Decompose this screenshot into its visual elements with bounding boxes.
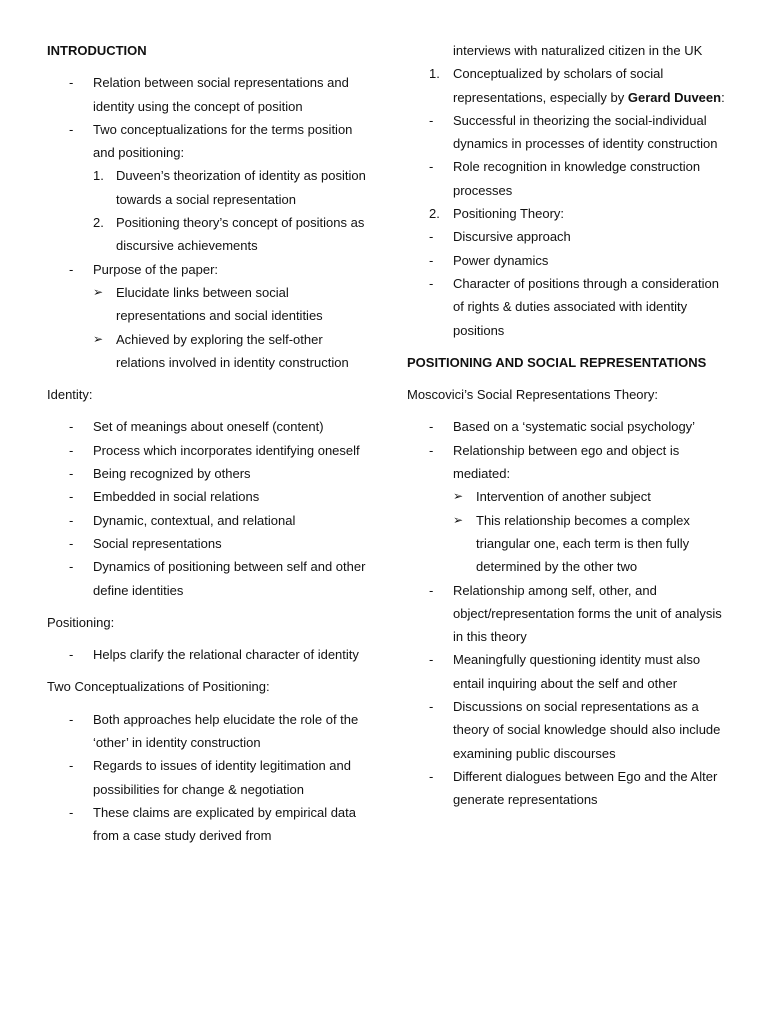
arrow-item: ➢ Intervention of another subject — [453, 489, 651, 505]
continuation-text: interviews with naturalized citizen in the UK — [453, 43, 703, 58]
arrow-item: ➢ This relationship becomes a complex triangular one, each term is then fully determined by the other two — [453, 512, 690, 575]
list-item: - Dynamic, contextual, and relational — [69, 512, 296, 528]
introduction-heading: INTRODUCTION — [47, 43, 147, 58]
list-item: - Relationship among self, other, and object/representation forms the unit of analysis in this theory — [429, 582, 722, 645]
moscovici-label: Moscovici’s Social Representations Theory: — [407, 387, 658, 403]
list-item: - Being recognized by others — [69, 466, 251, 482]
left-column — [47, 39, 369, 848]
list-item: - Power dynamics — [429, 252, 549, 268]
numbered-item: 2. Positioning theory’s concept of positions as discursive achievements — [93, 215, 365, 254]
list-item: - Discussions on social representations as a theory of social knowledge should also include examining public discourses — [429, 699, 721, 761]
arrow-item: ➢ Elucidate links between social representations and social identities — [93, 284, 323, 324]
list-item: - Relationship between ego and object is mediated: — [429, 442, 680, 482]
list-item: - Embedded in social relations — [69, 489, 260, 505]
numbered-item: 2. Positioning Theory: — [429, 206, 565, 222]
numbered-item: 1. Duveen’s theorization of identity as position towards a social representation — [93, 168, 366, 207]
list-item: - Meaningfully questioning identity must also entail inquiring about the self and other — [429, 652, 701, 691]
list-item: - Dynamics of positioning between self and other define identities — [69, 559, 366, 598]
list-item: - Purpose of the paper: — [69, 261, 219, 277]
list-item: - These claims are explicated by empirical data from a case study derived from — [69, 804, 357, 844]
list-item: - Set of meanings about oneself (content) — [69, 419, 324, 435]
list-item: - Successful in theorizing the social-individual dynamics in processes of identity construction — [429, 112, 718, 152]
list-item: - Social representations — [69, 535, 222, 551]
list-item: - Both approaches help elucidate the role of the ‘other’ in identity construction — [69, 711, 359, 751]
list-item: - Based on a ‘systematic social psychology’ — [429, 419, 696, 435]
list-item: - Relation between social representations and identity using the concept of position — [69, 75, 349, 114]
list-item: - Role recognition in knowledge construction processes — [429, 159, 701, 198]
list-item: - Regards to issues of identity legitimation and possibilities for change & negotiation — [69, 758, 351, 797]
positioning-label: Positioning: — [47, 614, 115, 630]
list-item: - Helps clarify the relational character of identity — [69, 647, 359, 663]
list-item: - Character of positions through a consideration of rights & duties associated with identity positions — [429, 275, 719, 338]
list-item: - Two conceptualizations for the terms position and positioning: — [69, 121, 353, 161]
two-conceptualizations-label: Two Conceptualizations of Positioning: — [47, 679, 270, 695]
author-name: Gerard Duveen — [627, 89, 722, 105]
arrow-item: ➢ Achieved by exploring the self-other relations involved in identity construction — [93, 331, 349, 370]
right-column — [407, 39, 729, 812]
section-heading: POSITIONING AND SOCIAL REPRESENTATIONS — [407, 354, 707, 370]
list-item: - Different dialogues between Ego and the Alter generate representations — [429, 768, 718, 808]
list-item: - Process which incorporates identifying oneself — [69, 442, 360, 458]
identity-label: Identity: — [47, 387, 93, 403]
list-item: - Discursive approach — [429, 229, 571, 245]
numbered-item: 1. Conceptualized by scholars of social representations, especially by Gerard Duveen: — [429, 66, 725, 105]
